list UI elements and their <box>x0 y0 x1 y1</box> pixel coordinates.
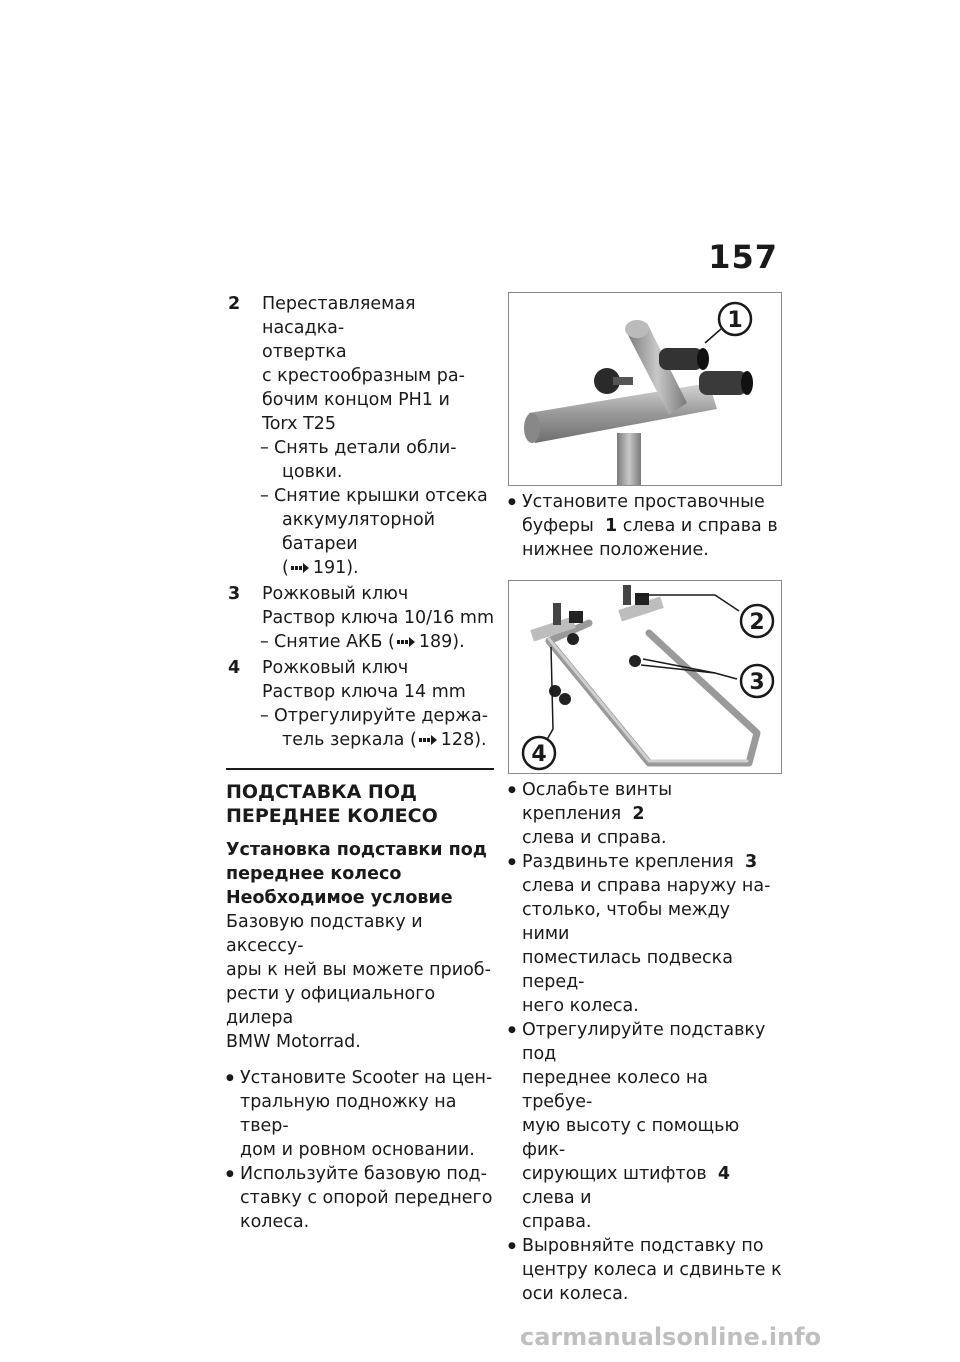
task-text: тель зеркала ( <box>282 730 417 750</box>
item-number: 4 <box>228 658 241 678</box>
item-line: бочим концом PH1 и <box>262 390 450 410</box>
right-column <box>508 292 782 1306</box>
callout-4: 4 <box>531 742 547 767</box>
section-divider <box>226 768 494 770</box>
task-line <box>262 436 494 484</box>
page-number: 157 <box>708 238 778 276</box>
figure-buffers <box>508 292 782 486</box>
arrow-right-icon <box>291 563 309 573</box>
page-reference-link[interactable] <box>262 630 494 654</box>
bullet-line <box>522 514 782 538</box>
callout-ref: 3 <box>744 852 758 872</box>
bullet-line: ● Отрегулируйте подставку под <box>522 1020 766 1064</box>
callout-3: 3 <box>749 670 765 695</box>
ref-paren: ( <box>282 558 289 578</box>
list-item <box>226 1162 494 1234</box>
para-line: Базовую подставку и аксессу- <box>226 912 423 956</box>
ref-page: 191). <box>312 558 359 578</box>
bullet-text: буферы <box>522 516 594 536</box>
page-reference-link[interactable] <box>274 556 494 580</box>
task-line <box>262 484 494 580</box>
bullet-line: поместилась подвеска перед- <box>522 948 733 992</box>
watermark: carmanualsonline.info <box>520 1323 822 1351</box>
front-wheel-stand-illustration <box>509 581 781 773</box>
item-number: 2 <box>228 294 241 314</box>
item-line: Рожковый ключ <box>262 658 409 678</box>
stand-detail-illustration <box>509 293 781 485</box>
bullet-line: столько, чтобы между ними <box>522 900 731 944</box>
bullet-text: сирующих штифтов <box>522 1164 707 1184</box>
bullet-line: центру колеса и сдвиньте к <box>522 1260 782 1280</box>
page-reference-link[interactable] <box>274 728 494 752</box>
section-heading <box>226 780 494 828</box>
item-line: Рожковый ключ <box>262 584 409 604</box>
item-line: отвертка <box>262 342 347 362</box>
callout-ref: 1 <box>604 516 618 536</box>
tool-item-4 <box>226 656 494 752</box>
task-text: – Снять детали обли- <box>274 438 457 458</box>
list-item <box>508 490 782 562</box>
para-line: ары к ней вы можете приоб- <box>226 960 491 980</box>
bullet-text: Раздвиньте крепления <box>522 852 734 872</box>
item-line: Переставляемая насадка- <box>262 294 416 338</box>
para-line: рести у официального дилера <box>226 984 436 1028</box>
bullet-line <box>522 1162 782 1210</box>
bullet-line: нижнее положение. <box>522 540 709 560</box>
arrow-right-icon <box>397 637 415 647</box>
bullet-line <box>522 850 782 874</box>
bullet-text: слева и справа в <box>622 516 778 536</box>
bullet-line: ● Установите проставочные <box>522 492 765 512</box>
bullet-line: справа. <box>522 1212 592 1232</box>
bullet-text: слева и <box>522 1188 592 1208</box>
task-text: цовки. <box>282 462 343 482</box>
list-item <box>508 778 782 850</box>
list-item <box>226 1066 494 1162</box>
bullet-line: дом и ровном основании. <box>240 1140 475 1160</box>
callout-ref: 2 <box>632 804 645 824</box>
para-line: BMW Motorrad. <box>226 1032 361 1052</box>
list-item <box>508 1234 782 1306</box>
callout-ref: 4 <box>717 1164 731 1184</box>
list-item <box>508 850 782 1018</box>
heading-line: ПЕРЕДНЕЕ КОЛЕСО <box>226 805 438 827</box>
left-column <box>226 292 494 1234</box>
list-item <box>508 1018 782 1234</box>
precondition-heading: Необходимое условие <box>226 888 453 908</box>
callout-2: 2 <box>749 610 765 635</box>
bullet-line: ● Используйте базовую под- <box>240 1164 487 1184</box>
subsection-heading <box>226 838 494 886</box>
ref-page: 128). <box>440 730 487 750</box>
bullet-line: ставку с опорой переднего <box>240 1188 493 1208</box>
ref-page: 189). <box>418 632 465 652</box>
tool-item-2 <box>226 292 494 580</box>
task-text: Снятие АКБ ( <box>274 632 395 652</box>
heading-line: переднее колесо <box>226 864 402 884</box>
task-text: – Снятие крышки отсека <box>274 486 488 506</box>
bullet-line: переднее колесо на требуе- <box>522 1068 709 1112</box>
task-line <box>262 704 494 752</box>
bullet-line: колеса. <box>240 1212 310 1232</box>
arrow-right-icon <box>419 735 437 745</box>
bullet-line <box>522 778 782 826</box>
bullet-line: мую высоту с помощью фик- <box>522 1116 740 1160</box>
item-line: с крестообразным ра- <box>262 366 465 386</box>
bullet-text: Ослабьте винты крепления <box>522 780 673 824</box>
bullet-line: ● Установите Scooter на цен- <box>240 1068 493 1088</box>
bullet-line: тральную подножку на твер- <box>240 1092 457 1136</box>
figure-stand <box>508 580 782 774</box>
bullet-line: оси колеса. <box>522 1284 629 1304</box>
bullet-line: ● Выровняйте подставку по <box>522 1236 764 1256</box>
bullet-line: слева и справа наружу на- <box>522 876 771 896</box>
precondition-text <box>226 910 494 1054</box>
item-line: Раствор ключа 14 mm <box>262 682 466 702</box>
heading-line: ПОДСТАВКА ПОД <box>226 781 417 803</box>
item-number: 3 <box>228 584 241 604</box>
item-line: Torx T25 <box>262 414 337 434</box>
bullet-line: него колеса. <box>522 996 639 1016</box>
item-line: Раствор ключа 10/16 mm <box>262 608 494 628</box>
bullet-line: слева и справа. <box>522 828 667 848</box>
task-text: аккумуляторной батареи <box>282 510 436 554</box>
callout-1: 1 <box>727 308 743 333</box>
task-text: – Отрегулируйте держа- <box>274 706 489 726</box>
heading-line: Установка подставки под <box>226 840 487 860</box>
tool-item-3 <box>226 582 494 654</box>
